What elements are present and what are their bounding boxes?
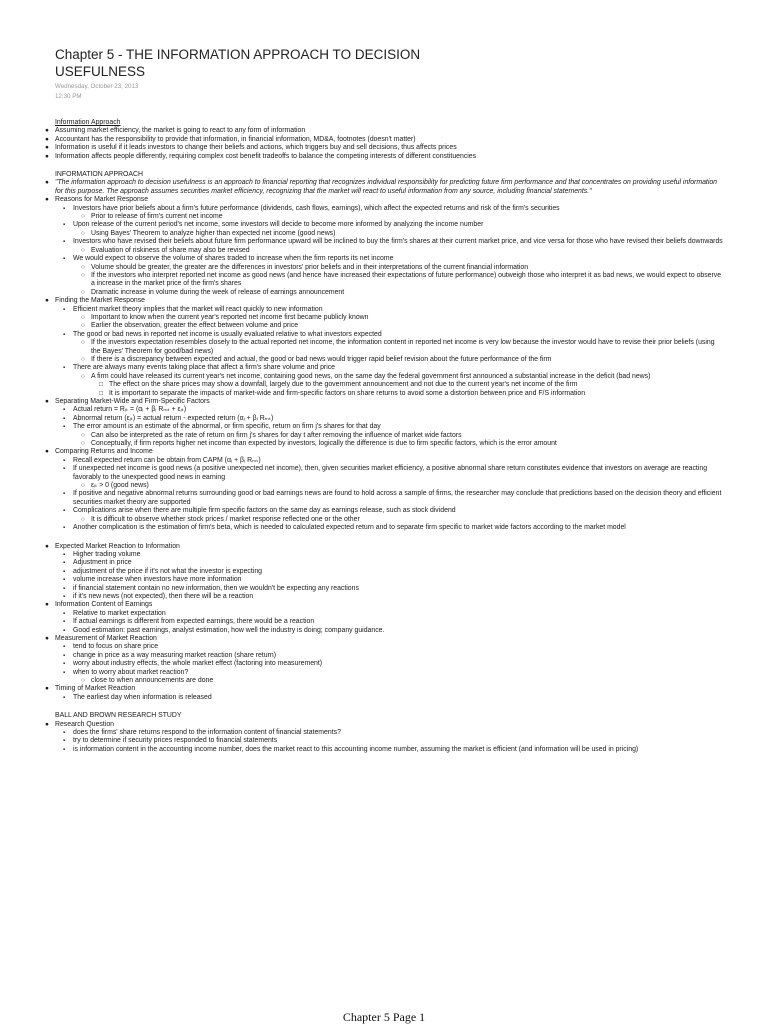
bullet-icon: ● bbox=[45, 685, 49, 693]
list-item-level-1 bbox=[45, 136, 725, 144]
list-item-text: Good estimation: past earnings, analyst estimation, how well the industry is doing; company guidance. bbox=[73, 626, 385, 634]
list-item-text: The earliest day when information is released bbox=[73, 693, 212, 701]
list-item-text: Finding the Market Response bbox=[55, 297, 146, 305]
list-item-text: If positive and negative abnormal returns surrounding good or bad earnings news are found to hold across a sample of firms, the researcher may conclude that predictions based on the decision theory and efficient securities market theory are supported bbox=[73, 490, 722, 506]
list-item-text: Investors who have revised their beliefs about future firm performance upward will be inclined to buy the firm's shares at their current market price, and vice versa for those who have revised their beliefs downwards bbox=[73, 238, 723, 246]
list-item-text: Dramatic increase in volume during the week of release of earnings announcement bbox=[91, 288, 345, 296]
bullet-icon: ● bbox=[45, 542, 49, 550]
list-item-text: It is difficult to observe whether stock prices / market response reflected one or the other bbox=[91, 515, 360, 523]
page-footer: Chapter 5 Page 1 bbox=[342, 1010, 426, 1024]
list-item-level-1 bbox=[45, 685, 725, 693]
list-item-text: If there is a discrepancy between expected and actual, the good or bad news would trigger rapid belief revision about the future performance of the firm bbox=[91, 355, 552, 363]
list-item-text: Evaluation of riskiness of share may also be revised bbox=[91, 246, 250, 254]
list-item-level-2 bbox=[63, 465, 725, 482]
list-item-text: Information affects people differently, requiring complex cost benefit tradeoffs to balance the competing interests of different constituencies bbox=[55, 152, 477, 160]
list-item-level-3 bbox=[81, 339, 725, 356]
list-item-text: Recall expected return can be obtain from CAPM (αⱼ + βⱼ Rₘₜ) bbox=[73, 456, 261, 464]
list-item-text: Another complication is the estimation of firm's beta, which is needed to calculated expected return and to separate firm specific to market wide factors according to the market model bbox=[73, 524, 626, 532]
list-item-level-2 bbox=[63, 643, 725, 651]
list-item-level-2 bbox=[63, 415, 725, 423]
section-spacer bbox=[45, 702, 725, 712]
list-item-level-4 bbox=[99, 381, 725, 389]
hollow-circle-bullet-icon: ○ bbox=[81, 263, 85, 271]
list-item-level-1 bbox=[45, 721, 725, 729]
square-bullet-icon: ▪ bbox=[63, 551, 66, 558]
list-item-text: There are always many events taking place that affect a firm's share volume and price bbox=[73, 364, 336, 372]
list-item-text: is information content in the accounting income number, does the market react to this accounting income number, assuming the market is efficient (and information will be used in pricing) bbox=[73, 745, 639, 753]
list-item-level-3 bbox=[81, 440, 725, 448]
square-bullet-icon: ▪ bbox=[63, 239, 66, 246]
list-item-level-2 bbox=[63, 576, 725, 584]
list-item-level-3 bbox=[81, 373, 725, 381]
page-title-line-1: Chapter 5 - THE INFORMATION APPROACH TO DECISION bbox=[55, 47, 421, 62]
list-item-text: If the investors who interpret reported net income as good news (and hence have increased their expectations of future performance) outweigh those who interpret it as bad news, we would expect to observe a increase in the market price of the firm's shares bbox=[91, 271, 722, 288]
page-time: 12:30 PM bbox=[55, 93, 82, 100]
square-bullet-icon: ▪ bbox=[63, 610, 66, 617]
bullet-icon: ● bbox=[45, 720, 49, 728]
square-bullet-icon: ▪ bbox=[63, 525, 66, 532]
list-item-level-3 bbox=[81, 356, 725, 364]
list-item-level-2 bbox=[63, 618, 725, 626]
list-item-text: εⱼₜ > 0 (good news) bbox=[91, 482, 149, 490]
bullet-icon: ● bbox=[45, 398, 49, 405]
square-bullet-icon: ▪ bbox=[63, 669, 66, 676]
list-item-text: Using Bayes' Theorem to analyze higher than expected net income (good news) bbox=[91, 229, 336, 237]
section-spacer bbox=[45, 533, 725, 543]
list-item-text: Abnormal return (εⱼₜ) = actual return - expected return (αⱼ + βⱼ Rₘₜ) bbox=[73, 414, 274, 422]
list-item-level-2 bbox=[63, 737, 725, 745]
hollow-circle-bullet-icon: ○ bbox=[81, 322, 85, 330]
square-bullet-icon: ▪ bbox=[63, 365, 66, 372]
hollow-circle-bullet-icon: ○ bbox=[81, 288, 85, 296]
list-item-level-3 bbox=[81, 230, 725, 238]
list-item-level-2 bbox=[63, 507, 725, 515]
list-item-text: Complications arise when there are multiple firm specific factors on the same day as earnings release, such as stock dividend bbox=[73, 507, 456, 515]
list-item-level-2 bbox=[63, 652, 725, 660]
list-item-text: Separating Market-Wide and Firm-Specific Factors bbox=[55, 398, 210, 405]
list-item-level-2 bbox=[63, 746, 725, 754]
section-spacer bbox=[45, 161, 725, 171]
square-bullet-icon: ▪ bbox=[63, 661, 66, 668]
bullet-icon: ● bbox=[45, 152, 49, 160]
list-item-text: Accountant has the responsibility to provide that information, in financial information, MD&A, footnotes (doesn't matter) bbox=[55, 135, 416, 143]
list-item-text: If unexpected net income is good news (a positive unexpected net income), then, given securities market efficiency, a positive abnormal share return constitutes evidence that investors on average are reacting favorably to the unexpected good news in earning bbox=[73, 465, 708, 481]
bullet-icon: ● bbox=[45, 144, 49, 152]
list-item-level-3 bbox=[81, 272, 725, 289]
list-item-text: worry about industry effects, the whole market effect (factoring into measurement) bbox=[73, 660, 323, 668]
list-item-level-4 bbox=[99, 390, 725, 398]
square-bullet-icon: ▪ bbox=[63, 593, 66, 600]
list-item-text: tend to focus on share price bbox=[73, 643, 159, 651]
list-item-text: Can also be interpreted as the rate of return on firm j's shares for day t after removing the influence of market wide factors bbox=[91, 431, 462, 439]
list-item-level-3 bbox=[81, 516, 725, 524]
bullet-icon: ● bbox=[45, 179, 49, 187]
bullet-icon: ● bbox=[45, 135, 49, 143]
list-item-level-2 bbox=[63, 660, 725, 668]
list-item-text: Measurement of Market Reaction bbox=[55, 634, 157, 642]
list-item-text: A firm could have released its current year's net income, containing good news, on the same day the federal government first announced a substantial increase in the deficit (bad news) bbox=[91, 372, 651, 380]
list-item-text: If actual earnings is different from expected earnings, there would be a reaction bbox=[73, 618, 315, 626]
document-body bbox=[45, 119, 725, 754]
hollow-circle-bullet-icon: ○ bbox=[81, 246, 85, 254]
hollow-circle-bullet-icon: ○ bbox=[81, 372, 85, 380]
hollow-circle-bullet-icon: ○ bbox=[81, 677, 85, 684]
list-item-level-1 bbox=[45, 144, 725, 152]
square-bullet-icon: ▪ bbox=[63, 457, 66, 464]
list-item-text: Conceptually, if firm reports higher net income than expected by investors, logically the difference is due to firm specific factors, which is the error amount bbox=[91, 440, 557, 448]
list-item-text: Comparing Returns and Income bbox=[55, 448, 153, 456]
list-item-text: It is important to separate the impacts of market-wide and firm-specific factors on share returns to avoid some a distortion between price and F/S information bbox=[109, 389, 586, 397]
list-item-level-2 bbox=[63, 423, 725, 431]
square-bullet-icon: ▪ bbox=[63, 627, 66, 634]
square-bullet-icon: ▪ bbox=[63, 619, 66, 626]
square-bullet-icon: ▪ bbox=[63, 560, 66, 567]
list-item-level-2 bbox=[63, 610, 725, 618]
hollow-circle-bullet-icon: ○ bbox=[81, 271, 85, 279]
list-item-text: when to worry about market reaction? bbox=[73, 668, 189, 676]
hollow-circle-bullet-icon: ○ bbox=[81, 355, 85, 363]
list-item-text: does the firms' share returns respond to the information content of financial statements? bbox=[73, 729, 341, 737]
list-item-level-2 bbox=[63, 406, 725, 414]
bullet-icon: ● bbox=[45, 127, 49, 135]
square-bullet-icon: ▪ bbox=[63, 738, 66, 745]
list-item-text: if it's new news (not expected), then there will be a reaction bbox=[73, 592, 254, 600]
list-item-text: Volume should be greater, the greater are the differences in investors' prior beliefs and in their interpretations of the current financial information bbox=[91, 263, 529, 271]
square-bullet-icon: ▪ bbox=[63, 730, 66, 737]
list-item-level-1 bbox=[45, 153, 725, 161]
hollow-circle-bullet-icon: ○ bbox=[81, 431, 85, 439]
list-item-text: Information Content of Earnings bbox=[55, 601, 153, 609]
square-bullet-icon: ▪ bbox=[63, 415, 66, 422]
list-item-text: Timing of Market Reaction bbox=[55, 685, 136, 693]
list-item-level-3 bbox=[81, 432, 725, 440]
list-item-text: Earlier the observation, greater the effect between volume and price bbox=[91, 322, 299, 330]
list-item-text: Relative to market expectation bbox=[73, 609, 166, 617]
list-item-text: Important to know when the current year's reported net income first became publicly known bbox=[91, 313, 369, 321]
list-item-level-2 bbox=[63, 306, 725, 314]
square-bullet-icon: ▪ bbox=[63, 577, 66, 584]
list-item-text: The effect on the share prices may show a downfall, largely due to the government announcement and not due to the current year's net income of the firm bbox=[109, 381, 578, 389]
list-item-text: We would expect to observe the volume of shares traded to increase when the firm reports its net income bbox=[73, 255, 394, 263]
square-bullet-icon: ▪ bbox=[63, 508, 66, 515]
square-bullet-icon: ▪ bbox=[63, 306, 66, 313]
list-item-level-3 bbox=[81, 264, 725, 272]
hollow-circle-bullet-icon: ○ bbox=[81, 440, 85, 448]
square-bullet-icon: ▪ bbox=[63, 585, 66, 592]
square-bullet-icon: ▪ bbox=[63, 424, 66, 431]
list-item-level-3 bbox=[81, 482, 725, 490]
list-item-text: if financial statement contain no new information, then we wouldn't be expecting any reactions bbox=[73, 584, 359, 592]
square-bullet-icon: ▪ bbox=[63, 331, 66, 338]
square-bullet-icon: ▪ bbox=[63, 652, 66, 659]
list-item-level-2 bbox=[63, 559, 725, 567]
list-item-text: Higher trading volume bbox=[73, 550, 141, 558]
list-item-level-3 bbox=[81, 289, 725, 297]
list-item-level-3 bbox=[81, 213, 725, 221]
list-item-level-2 bbox=[63, 238, 725, 246]
list-item-level-3 bbox=[81, 314, 725, 322]
section-heading: INFORMATION APPROACH bbox=[55, 171, 143, 179]
hollow-square-bullet-icon: □ bbox=[99, 389, 103, 397]
list-item-level-2 bbox=[63, 585, 725, 593]
list-item-text: If the investors expectation resembles closely to the actual reported net income, the information content in reported net income is very low because the investor would have to revise their prior beliefs (using the Bayes' Theorem for good/bad news) bbox=[91, 339, 715, 355]
square-bullet-icon: ▪ bbox=[63, 644, 66, 651]
page-date: Wednesday, October 23, 2013 bbox=[55, 83, 139, 90]
list-item-level-1 bbox=[45, 196, 725, 204]
square-bullet-icon: ▪ bbox=[63, 568, 66, 575]
section-heading: Information Approach bbox=[55, 119, 121, 126]
list-item-level-3 bbox=[81, 247, 725, 255]
hollow-circle-bullet-icon: ○ bbox=[81, 515, 85, 523]
list-item-text: "The information approach to decision usefulness is an approach to financial reporting that recognizes individual responsibility for predicting future firm performance and that concentrates on providing useful information for this purpose. The approach assumes securities market efficiency, recognizing that the market will react to useful information from any source, including financial statements." bbox=[55, 179, 718, 195]
list-item-level-2 bbox=[63, 694, 725, 702]
list-item-level-2 bbox=[63, 457, 725, 465]
list-item-text: The error amount is an estimate of the abnormal, or firm specific, return on firm j's shares for that day bbox=[73, 423, 381, 431]
list-item-level-2 bbox=[63, 627, 725, 635]
list-item-level-3 bbox=[81, 677, 725, 685]
list-item-text: Prior to release of firm's current net income bbox=[91, 213, 223, 221]
list-item-level-3 bbox=[81, 322, 725, 330]
list-item-level-1 bbox=[45, 127, 725, 135]
bullet-icon: ● bbox=[45, 297, 49, 305]
list-item-text: Upon release of the current period's net income, some investors will decide to become more informed by analyzing the income number bbox=[73, 221, 484, 229]
square-bullet-icon: ▪ bbox=[63, 694, 66, 701]
bullet-icon: ● bbox=[45, 448, 49, 456]
list-item-text: Reasons for Market Response bbox=[55, 196, 149, 204]
bullet-icon: ● bbox=[45, 196, 49, 204]
square-bullet-icon: ▪ bbox=[63, 746, 66, 753]
list-item-level-1 bbox=[45, 398, 725, 406]
list-item-text: Efficient market theory implies that the market will react quickly to new information bbox=[73, 305, 323, 313]
list-item-level-1 bbox=[45, 601, 725, 609]
hollow-circle-bullet-icon: ○ bbox=[81, 339, 85, 347]
square-bullet-icon: ▪ bbox=[63, 466, 66, 473]
list-item-text: close to when announcements are done bbox=[91, 677, 214, 684]
list-item-level-2 bbox=[63, 568, 725, 576]
list-item-level-2 bbox=[63, 205, 725, 213]
list-item-level-2 bbox=[63, 524, 725, 532]
hollow-square-bullet-icon: □ bbox=[99, 381, 103, 389]
bullet-icon: ● bbox=[45, 601, 49, 609]
hollow-circle-bullet-icon: ○ bbox=[81, 229, 85, 237]
list-item-level-1 bbox=[45, 543, 725, 551]
list-item-text: Information is useful if it leads investors to change their beliefs and actions, which triggers buy and sell decisions, thus affects prices bbox=[55, 144, 457, 152]
bullet-icon: ● bbox=[45, 634, 49, 642]
page-title bbox=[55, 46, 735, 80]
square-bullet-icon: ▪ bbox=[63, 256, 66, 263]
list-item-text: try to determine if security prices responded to financial statements bbox=[73, 737, 278, 745]
list-item-level-1 bbox=[45, 297, 725, 305]
hollow-circle-bullet-icon: ○ bbox=[81, 213, 85, 221]
list-item-level-2 bbox=[63, 221, 725, 229]
list-item-text: adjustment of the price if it's not what the investor is expecting bbox=[73, 567, 262, 575]
list-item-level-2 bbox=[63, 669, 725, 677]
square-bullet-icon: ▪ bbox=[63, 491, 66, 498]
list-item-level-2 bbox=[63, 331, 725, 339]
list-item-level-2 bbox=[63, 551, 725, 559]
list-item-text: Adjustment in price bbox=[73, 559, 132, 567]
square-bullet-icon: ▪ bbox=[63, 407, 66, 414]
hollow-circle-bullet-icon: ○ bbox=[81, 482, 85, 490]
list-item-level-2 bbox=[63, 255, 725, 263]
list-item-text: volume increase when investors have more information bbox=[73, 576, 242, 584]
square-bullet-icon: ▪ bbox=[63, 205, 66, 212]
section-heading: BALL AND BROWN RESEARCH STUDY bbox=[55, 712, 182, 720]
list-item-level-1 bbox=[45, 179, 725, 196]
list-item-text: Actual return = Rⱼₜ = (αⱼ + βⱼ Rₘₜ + εⱼₜ) bbox=[73, 406, 187, 414]
list-item-level-1 bbox=[45, 635, 725, 643]
list-item-level-2 bbox=[63, 729, 725, 737]
hollow-circle-bullet-icon: ○ bbox=[81, 313, 85, 321]
list-item-text: change in price as a way measuring market reaction (share return) bbox=[73, 651, 276, 659]
list-item-text: Research Question bbox=[55, 720, 114, 728]
list-item-level-2 bbox=[63, 593, 725, 601]
list-item-level-2 bbox=[63, 364, 725, 372]
list-item-level-1 bbox=[45, 448, 725, 456]
list-item-text: Expected Market Reaction to Information bbox=[55, 542, 180, 550]
list-item-text: Investors have prior beliefs about a firm's future performance (dividends, cash flows, earnings), which affect the expected returns and risk of the firm's securities bbox=[73, 204, 560, 212]
list-item-text: The good or bad news in reported net income is usually evaluated relative to what investors expected bbox=[73, 330, 382, 338]
page-title-line-2: USEFULNESS bbox=[55, 64, 146, 79]
square-bullet-icon: ▪ bbox=[63, 222, 66, 229]
list-item-text: Assuming market efficiency, the market is going to react to any form of information bbox=[55, 127, 306, 135]
list-item-level-2 bbox=[63, 490, 725, 507]
